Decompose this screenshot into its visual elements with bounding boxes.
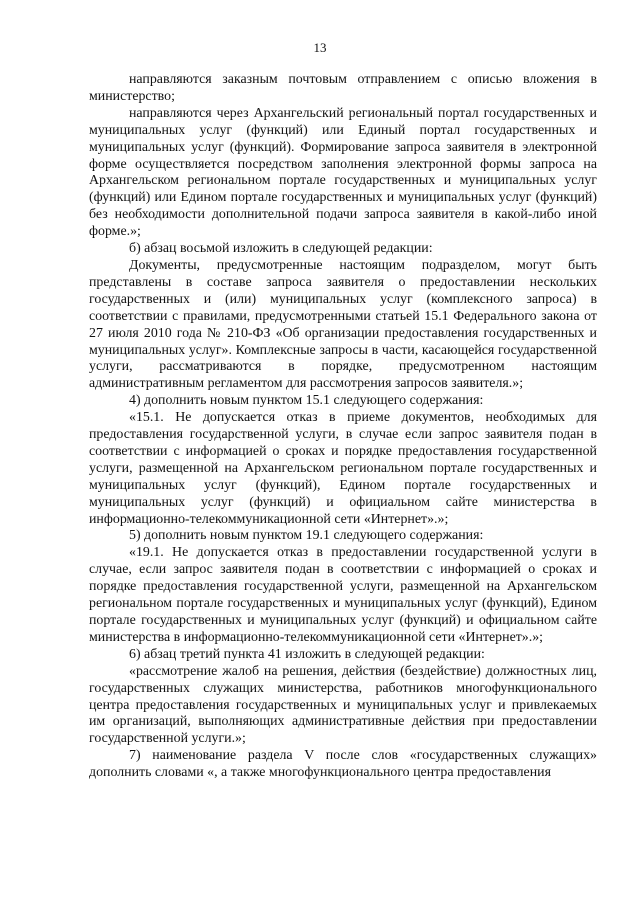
paragraph: 5) дополнить новым пунктом 19.1 следующего содержания: [129, 528, 484, 544]
paragraph: 7) наименование раздела V после слов «государственных служащих» дополнить словами «, а также многофункционального центра предоставления [89, 748, 597, 781]
paragraph: Документы, предусмотренные настоящим подразделом, могут быть представлены в составе запроса заявителя о предоставлении нескольких государственных и (или) муниципальных услуг (комплексного запроса) в соответствии с правилами, предусмотренными статьей 15.1 Федерального закона от 27 июля 2010 года № 210-ФЗ «Об организации предоставления государственных и муниципальных услуг». Комплексные запросы в части, касающейся государственной услуги, рассматриваются в порядке, предусмотренном настоящим административным регламентом для рассмотрения запросов заявителя.»; [89, 257, 597, 392]
paragraph: «рассмотрение жалоб на решения, действия (бездействие) должностных лиц, государственных служащих министерства, работников многофункционального центра предоставления государственных и муниципальных услуг и привлекаемых им организаций, выполняющих административные действия при предоставлении государственной услуги.»; [89, 663, 597, 747]
paragraph: направляются через Архангельский региональный портал государственных и муниципальных услуг (функций) или Единый портал государственных и муниципальных услуг (функций). Формирование запроса заявителя в электронной форме осуществляется посредством заполнения электронной формы запроса на Архангельском региональном портале государственных и муниципальных услуг (функций) или Едином портале государственных и муниципальных услуг (функций) без необходимости дополнительной подачи запроса заявителя в какой-либо иной форме.»; [89, 105, 597, 240]
paragraph: 6) абзац третий пункта 41 изложить в следующей редакции: [129, 646, 485, 662]
page-number: 13 [313, 40, 327, 55]
document-body [89, 72, 597, 782]
paragraph: направляются заказным почтовым отправлением с описью вложения в министерство; [89, 72, 597, 104]
paragraph: б) абзац восьмой изложить в следующей редакции: [129, 241, 433, 257]
paragraph: «19.1. Не допускается отказ в предоставлении государственной услуги в случае, если запрос заявителя подан в соответствии с информацией о сроках и порядке предоставления государственной услуги, размещенной на Архангельском региональном портале государственных и муниципальных услуг (функций), Едином портале государственных и муниципальных услуг (функций) и официальном сайте министерства в информационно-телекоммуникационной сети «Интернет».»; [89, 545, 597, 645]
paragraph: 4) дополнить новым пунктом 15.1 следующего содержания: [129, 393, 484, 409]
paragraph: «15.1. Не допускается отказ в приеме документов, необходимых для предоставления государственной услуги, в случае если запрос заявителя подан в соответствии с информацией о сроках и порядке предоставления государственной услуги, размещенной на Архангельском региональном портале государственных и муниципальных услуг (функций), Едином портале государственных и муниципальных услуг (функций) и официальном сайте министерства в информационно-телекоммуникационной сети «Интернет».»; [89, 410, 597, 527]
